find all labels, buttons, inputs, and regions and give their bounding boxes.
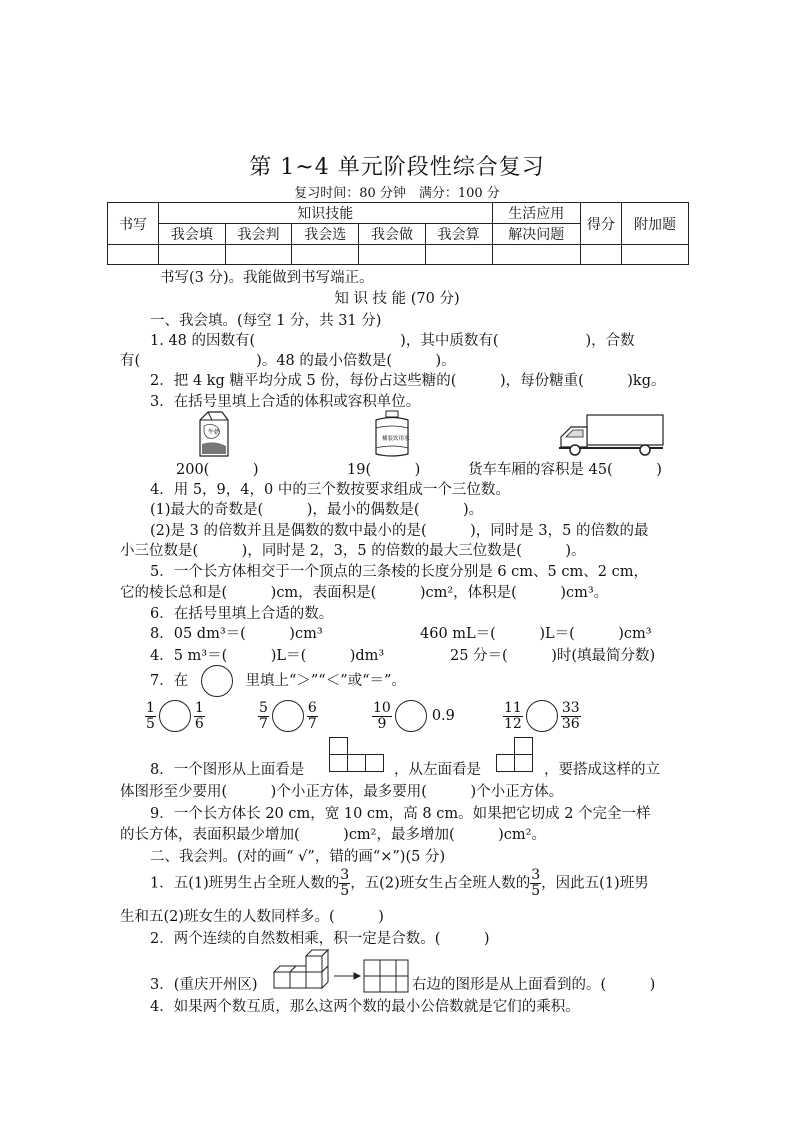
- q8-line2: 体图形至少要用( )个小正方体，最多要用( )个小正方体。: [120, 784, 564, 800]
- q4-2-line2: 小三位数是( )，同时是 2，3，5 的倍数的最大三位数是( )。: [120, 543, 586, 559]
- score-header: 得分: [581, 203, 622, 245]
- knowledge-header: 知识技能: [159, 203, 493, 224]
- q8-text3: ，要搭成这样的立: [544, 762, 660, 778]
- q3: 3．在括号里填上合适的体积或容积单位。: [150, 394, 421, 410]
- score-cell[interactable]: [425, 245, 492, 265]
- judge-q2: 2．两个连续的自然数相乘，积一定是合数。( ): [150, 931, 490, 947]
- fraction: $\frac{3}{5}$: [531, 867, 541, 899]
- fraction: $\frac{5}{7}$: [259, 699, 268, 732]
- q6-2: 460 mL＝( )L＝( )cm³: [420, 626, 652, 642]
- sub-header: 我会判: [225, 224, 292, 245]
- judge-q1-line1: [150, 868, 649, 899]
- truck-icon: [557, 413, 665, 457]
- fraction: $\frac{11}{12}$: [504, 699, 522, 732]
- sub-header: 我会做: [359, 224, 426, 245]
- q6-1: 8．05 dm³＝( )cm³: [150, 626, 323, 642]
- water-label: 桶装饮用水: [382, 436, 410, 442]
- q6-4: 25 分＝( )时(填最简分数): [450, 648, 656, 664]
- writing-note: 书写(3 分)。我能做到书写端正。: [160, 270, 374, 286]
- q6-3: 4．5 m³＝( )L＝( )dm³: [150, 648, 385, 664]
- bonus-header: 附加题: [622, 203, 689, 245]
- writing-header: 书写: [108, 203, 159, 245]
- q7-item: [372, 700, 455, 732]
- milk-carton-icon: [194, 410, 232, 458]
- q2: 2．把 4 kg 糖平均分成 5 份，每份占这些糖的( )，每份糖重( )kg。: [150, 373, 666, 389]
- circle-icon: [201, 665, 233, 697]
- q9-line1: 9．一个长方体长 20 cm，宽 10 cm，高 8 cm。如果把它切成 2 个完全一样: [150, 806, 651, 822]
- score-cell[interactable]: [359, 245, 426, 265]
- page-title: 第 1~4 单元阶段性综合复习: [249, 155, 545, 180]
- decimal-value: 0.9: [431, 708, 455, 724]
- score-cell[interactable]: [225, 245, 292, 265]
- sub-header: 我会选: [292, 224, 359, 245]
- q9-line2: 的长方体，表面积最少增加( )cm²，最多增加( )cm²。: [120, 827, 546, 843]
- section-title: 知 识 技 能 (70 分): [334, 291, 460, 307]
- q7-item: [258, 700, 318, 732]
- top-view-grid: [330, 738, 384, 772]
- fraction: $\frac{3}{5}$: [340, 867, 350, 899]
- q8-text1: 8．一个图形从上面看是: [150, 762, 305, 778]
- score-cell[interactable]: [108, 245, 159, 265]
- left-view-grid: [497, 738, 533, 772]
- judge-q1-line2: 生和五(2)班女生的人数同样多。( ): [120, 909, 384, 925]
- judge-q3-suffix: 右边的图形是从上面看到的。( ): [412, 977, 656, 993]
- score-cell[interactable]: [622, 245, 689, 265]
- score-table: [107, 202, 689, 265]
- q3-milk: 200( ): [176, 462, 259, 478]
- q4-1: (1)最大的奇数是( )，最小的偶数是( )。: [150, 502, 484, 518]
- judge-q1-text: ，因此五(1)班男: [541, 875, 649, 892]
- q7-prefix: 7．在: [150, 673, 189, 689]
- sub-header: 我会填: [159, 224, 226, 245]
- judge-q1-text: ，五(2)班女生占全班人数的: [350, 875, 531, 892]
- water-bucket-icon: [370, 410, 414, 458]
- exam-info: 复习时间：80 分钟 满分：100 分: [294, 186, 500, 201]
- part1-heading: 一、我会填。(每空 1 分，共 31 分): [150, 313, 382, 329]
- score-cell[interactable]: [159, 245, 226, 265]
- q5-line1: 5．一个长方体相交于一个顶点的三条棱的长度分别是 6 cm、5 cm、2 cm，: [150, 564, 648, 580]
- score-cell[interactable]: [581, 245, 622, 265]
- fraction: $\frac{10}{9}$: [373, 699, 391, 732]
- q4: 4．用 5，9，4，0 中的三个数按要求组成一个三位数。: [150, 482, 510, 498]
- sub-header: 我会算: [425, 224, 492, 245]
- judge-q1-text: 1．五(1)班男生占全班人数的: [150, 875, 340, 892]
- fraction: $\frac{33}{36}$: [561, 699, 580, 732]
- compare-circle[interactable]: [526, 700, 558, 732]
- q7-item: [503, 700, 581, 732]
- q1-line1: 1. 48 的因数有( )，其中质数有( )，合数: [150, 333, 635, 349]
- judge-q4: 4．如果两个数互质，那么这两个数的最小公倍数就是它们的乘积。: [150, 999, 580, 1015]
- part2-heading: 二、我会判。(对的画“ √”，错的画“×”)(5 分): [150, 849, 446, 865]
- judge-q3-prefix: 3．(重庆开州区): [150, 977, 258, 993]
- q4-2-line1: (2)是 3 的倍数并且是偶数的数中最小的是( )，同时是 3，5 的倍数的最: [150, 523, 649, 539]
- fraction: $\frac{1}{5}$: [146, 699, 155, 732]
- q1-line2: 有( )。48 的最小倍数是( )。: [120, 353, 456, 369]
- milk-label: 牛奶: [208, 429, 221, 436]
- compare-circle[interactable]: [159, 700, 191, 732]
- sub-header: 解决问题: [492, 224, 580, 245]
- fraction: $\frac{6}{7}$: [307, 699, 317, 732]
- q3-truck: 货车车厢的容积是 45( ): [468, 462, 662, 478]
- cube-stack-figure: [270, 950, 410, 994]
- compare-circle[interactable]: [272, 700, 304, 732]
- score-cell[interactable]: [492, 245, 580, 265]
- application-header: 生活应用: [492, 203, 580, 224]
- q6: 6．在括号里填上合适的数。: [150, 606, 334, 622]
- q7-suffix: 里填上“＞”“＜”或“＝”。: [245, 673, 406, 689]
- q7-line: [150, 664, 406, 698]
- compare-circle[interactable]: [395, 700, 427, 732]
- score-cell[interactable]: [292, 245, 359, 265]
- q8-text2: ，从左面看是: [394, 762, 481, 778]
- fraction: $\frac{1}{6}$: [194, 699, 204, 732]
- q7-item: [145, 700, 205, 732]
- q3-water: 19( ): [347, 462, 421, 478]
- q5-line2: 它的棱长总和是( )cm，表面积是( )cm²，体积是( )cm³。: [120, 585, 609, 601]
